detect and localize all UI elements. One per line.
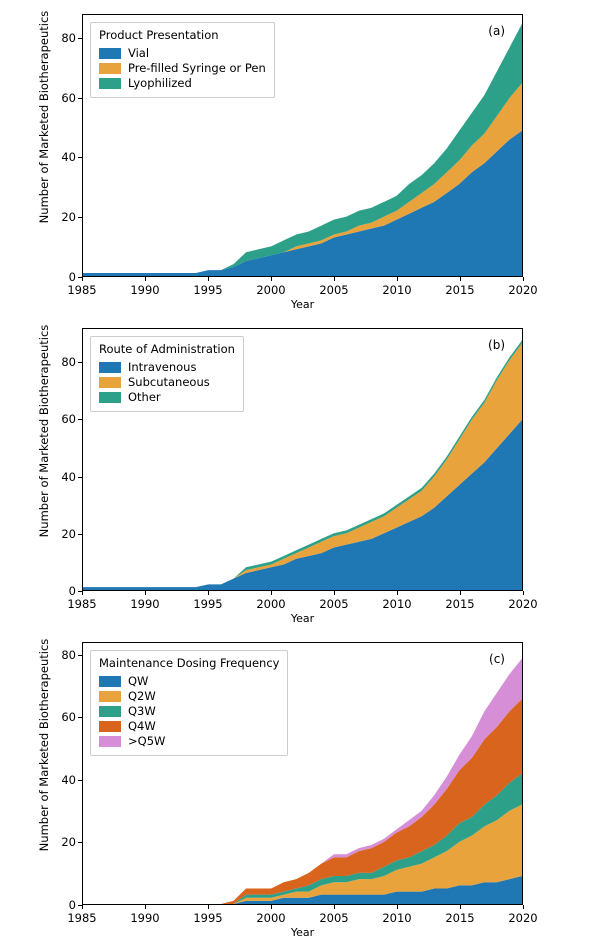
y-tick-mark bbox=[78, 419, 82, 420]
panel-a-legend-item-0 bbox=[99, 46, 266, 60]
x-tick-mark bbox=[145, 591, 146, 595]
panel-a-legend-label-1: Pre-filled Syringe or Pen bbox=[128, 61, 266, 75]
panel-a-y-axis-label: Number of Marketed Biotherapeutics bbox=[37, 10, 51, 224]
y-tick-label: 0 bbox=[68, 898, 76, 912]
panel-c-legend-label-3: Q4W bbox=[128, 719, 156, 733]
x-tick-label: 2015 bbox=[445, 597, 475, 611]
panel-b-legend-label-0: Intravenous bbox=[128, 360, 197, 374]
x-tick-mark bbox=[271, 277, 272, 281]
panel-c-legend-label-2: Q3W bbox=[128, 704, 156, 718]
x-tick-mark bbox=[82, 277, 83, 281]
panel-a-legend-label-0: Vial bbox=[128, 46, 150, 60]
panel-c-letter: (c) bbox=[489, 652, 505, 666]
panel-a-legend-item-2 bbox=[99, 76, 266, 90]
x-tick-label: 2015 bbox=[445, 911, 475, 925]
x-tick-mark bbox=[271, 591, 272, 595]
panel-c-plot-area bbox=[61, 642, 538, 925]
y-tick-mark bbox=[78, 780, 82, 781]
y-tick-label: 60 bbox=[61, 90, 76, 105]
panel-c-legend-item-2 bbox=[99, 704, 279, 718]
x-tick-label: 2005 bbox=[319, 911, 349, 925]
x-tick-mark bbox=[145, 277, 146, 281]
y-tick-mark bbox=[78, 655, 82, 656]
x-tick-label: 1985 bbox=[67, 911, 97, 925]
legend-swatch-icon bbox=[99, 721, 121, 732]
y-tick-mark bbox=[78, 717, 82, 718]
legend-swatch-icon bbox=[99, 78, 121, 89]
x-tick-mark bbox=[460, 591, 461, 595]
x-tick-label: 1985 bbox=[67, 283, 97, 297]
panel-a-x-axis-label: Year bbox=[290, 298, 315, 311]
panel-c-legend-label-4: >Q5W bbox=[128, 734, 166, 748]
panel-c-legend-item-0 bbox=[99, 674, 279, 688]
panel-b-legend-item-0 bbox=[99, 360, 235, 374]
panel-b-legend bbox=[90, 336, 244, 412]
y-tick-label: 40 bbox=[61, 772, 76, 787]
chart-panel-c bbox=[0, 628, 605, 941]
x-tick-label: 1985 bbox=[67, 597, 97, 611]
panel-c-legend bbox=[90, 650, 288, 756]
legend-swatch-icon bbox=[99, 706, 121, 717]
x-tick-mark bbox=[208, 591, 209, 595]
x-tick-label: 1990 bbox=[130, 911, 160, 925]
panel-b-y-axis-label: Number of Marketed Biotherapeutics bbox=[37, 324, 51, 538]
y-tick-mark bbox=[78, 362, 82, 363]
legend-swatch-icon bbox=[99, 377, 121, 388]
x-tick-mark bbox=[271, 905, 272, 909]
panel-c-legend-item-4 bbox=[99, 734, 279, 748]
panel-b-x-axis-label: Year bbox=[290, 612, 315, 625]
y-tick-mark bbox=[78, 157, 82, 158]
y-tick-label: 40 bbox=[61, 150, 76, 165]
x-tick-label: 1995 bbox=[193, 597, 223, 611]
y-tick-label: 20 bbox=[61, 526, 76, 541]
legend-swatch-icon bbox=[99, 362, 121, 373]
chart-panel-b bbox=[0, 314, 605, 627]
x-tick-mark bbox=[460, 905, 461, 909]
legend-swatch-icon bbox=[99, 676, 121, 687]
x-tick-mark bbox=[334, 591, 335, 595]
x-tick-mark bbox=[145, 905, 146, 909]
x-tick-mark bbox=[82, 591, 83, 595]
panel-b-legend-label-2: Other bbox=[128, 390, 161, 404]
panel-b-legend-title: Route of Administration bbox=[99, 342, 235, 356]
y-tick-mark bbox=[78, 477, 82, 478]
x-tick-mark bbox=[397, 277, 398, 281]
x-tick-label: 1990 bbox=[130, 597, 160, 611]
y-tick-label: 80 bbox=[61, 647, 76, 662]
x-tick-label: 2010 bbox=[382, 597, 412, 611]
legend-swatch-icon bbox=[99, 736, 121, 747]
panel-b-plot-area bbox=[61, 328, 538, 611]
panel-a-legend bbox=[90, 22, 275, 98]
y-tick-label: 60 bbox=[61, 412, 76, 427]
panel-c-legend-title: Maintenance Dosing Frequency bbox=[99, 656, 280, 670]
x-tick-label: 2020 bbox=[508, 911, 538, 925]
y-tick-mark bbox=[78, 38, 82, 39]
panel-c-y-axis-label: Number of Marketed Biotherapeutics bbox=[37, 638, 51, 852]
x-tick-label: 2000 bbox=[256, 911, 286, 925]
x-tick-mark bbox=[208, 905, 209, 909]
y-tick-label: 20 bbox=[61, 835, 76, 850]
y-tick-label: 80 bbox=[61, 30, 76, 45]
panel-c-legend-item-1 bbox=[99, 689, 279, 703]
x-tick-mark bbox=[397, 905, 398, 909]
panel-b-legend-label-1: Subcutaneous bbox=[128, 375, 210, 389]
y-tick-mark bbox=[78, 217, 82, 218]
panel-a-letter: (a) bbox=[488, 24, 505, 38]
x-tick-label: 2000 bbox=[256, 283, 286, 297]
y-tick-label: 80 bbox=[61, 355, 76, 370]
panel-a-plot-area bbox=[61, 14, 538, 297]
x-tick-label: 2020 bbox=[508, 283, 538, 297]
x-tick-mark bbox=[334, 277, 335, 281]
panel-a-legend-title: Product Presentation bbox=[99, 28, 219, 42]
legend-swatch-icon bbox=[99, 691, 121, 702]
chart-panel-a bbox=[0, 0, 605, 313]
x-tick-label: 2020 bbox=[508, 597, 538, 611]
x-tick-label: 1990 bbox=[130, 283, 160, 297]
x-tick-mark bbox=[208, 277, 209, 281]
y-tick-mark bbox=[78, 534, 82, 535]
legend-swatch-icon bbox=[99, 48, 121, 59]
x-tick-label: 1995 bbox=[193, 283, 223, 297]
y-tick-label: 20 bbox=[61, 210, 76, 225]
legend-swatch-icon bbox=[99, 392, 121, 403]
x-tick-label: 2005 bbox=[319, 597, 349, 611]
x-tick-label: 2010 bbox=[382, 283, 412, 297]
x-tick-mark bbox=[82, 905, 83, 909]
panel-c-legend-item-3 bbox=[99, 719, 279, 733]
x-tick-mark bbox=[523, 905, 524, 909]
legend-swatch-icon bbox=[99, 63, 121, 74]
x-tick-label: 2005 bbox=[319, 283, 349, 297]
x-tick-label: 2010 bbox=[382, 911, 412, 925]
x-tick-mark bbox=[460, 277, 461, 281]
y-tick-label: 0 bbox=[68, 584, 76, 598]
panel-a-legend-item-1 bbox=[99, 61, 266, 75]
panel-c-legend-label-1: Q2W bbox=[128, 689, 156, 703]
x-tick-mark bbox=[523, 591, 524, 595]
panel-b-letter: (b) bbox=[488, 338, 505, 352]
x-tick-label: 1995 bbox=[193, 911, 223, 925]
y-tick-label: 40 bbox=[61, 469, 76, 484]
panel-c-x-axis-label: Year bbox=[290, 926, 315, 939]
y-tick-label: 60 bbox=[61, 710, 76, 725]
panel-a-legend-label-2: Lyophilized bbox=[128, 76, 192, 90]
y-tick-mark bbox=[78, 842, 82, 843]
x-tick-mark bbox=[397, 591, 398, 595]
panel-b-legend-item-1 bbox=[99, 375, 235, 389]
x-tick-mark bbox=[334, 905, 335, 909]
x-tick-label: 2000 bbox=[256, 597, 286, 611]
y-tick-mark bbox=[78, 98, 82, 99]
panel-c-legend-label-0: QW bbox=[128, 674, 149, 688]
y-tick-label: 0 bbox=[68, 270, 76, 284]
panel-b-legend-item-2 bbox=[99, 390, 235, 404]
x-tick-mark bbox=[523, 277, 524, 281]
x-tick-label: 2015 bbox=[445, 283, 475, 297]
